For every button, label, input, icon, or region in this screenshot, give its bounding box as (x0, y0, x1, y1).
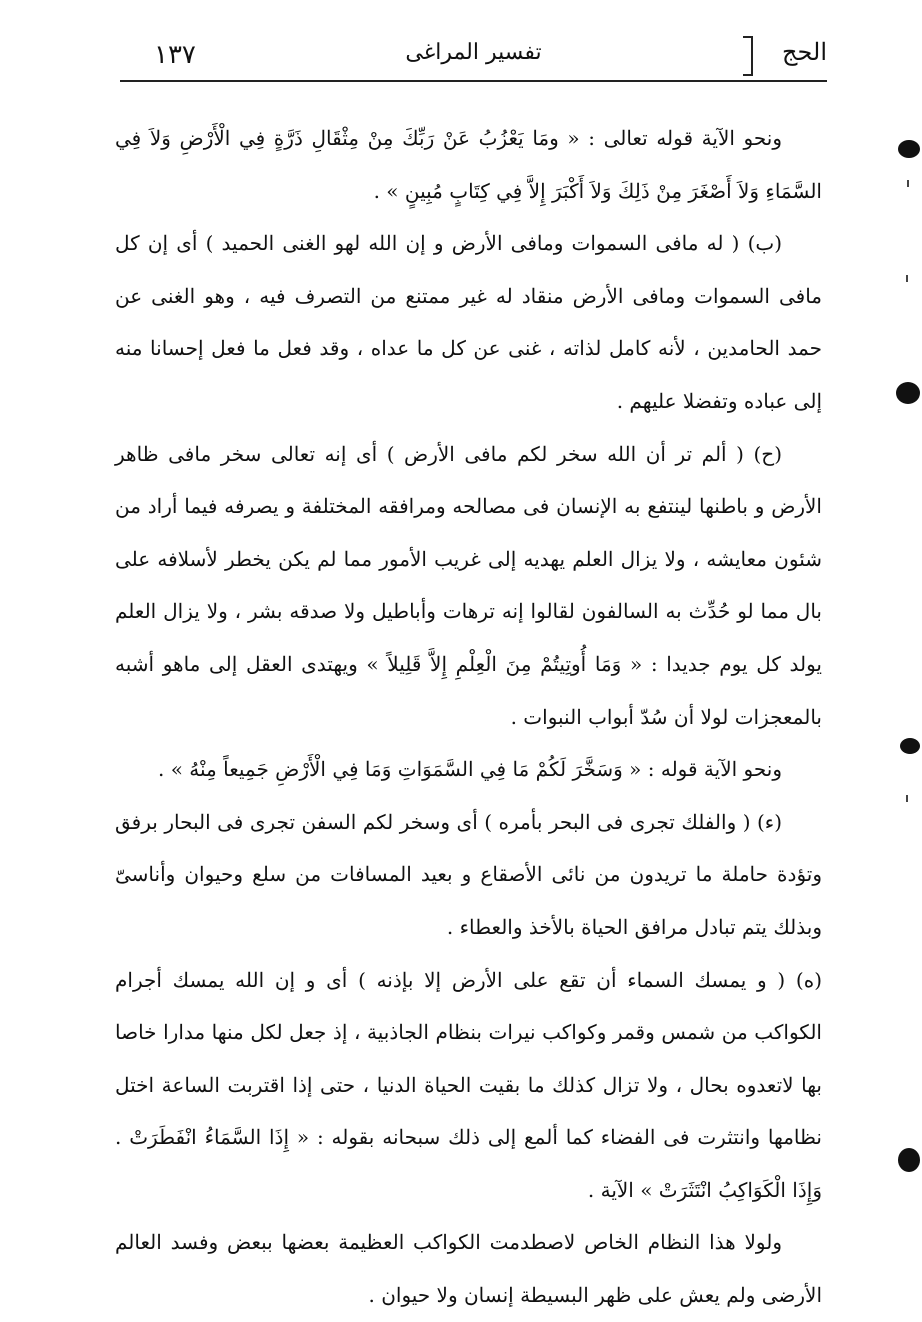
paragraph: (ب) ( له مافى السموات ومافى الأرض و إن الله لهو الغنى الحميد ) أى إن كل مافى السموات ومافى الأرض منقاد له غير ممتنع من التصرف فيه ، وهو الغنى عن حمد الحامدين ، لأنه كامل لذاته ، غنى عن كل ما عداه ، وقد فعل ما فعل إحسانا منه إلى عباده وتفضلا عليهم . (115, 231, 822, 413)
scan-mark (907, 180, 909, 187)
running-header (120, 26, 827, 82)
paragraph: ونحو الآية قوله تعالى : « ومَا يَعْزُبُ عَنْ رَبِّكَ مِنْ مِثْقَالِ ذَرَّةٍ فِي الْأَرْضِ وَلاَ فِي السَّمَاءِ وَلاَ أَصْغَرَ مِنْ ذَلِكَ وَلاَ أَكْبَرَ إِلاَّ فِي كِتَابٍ مُبِينٍ » . (115, 126, 822, 203)
paragraph: (ه) ( و يمسك السماء أن تقع على الأرض إلا بإذنه ) أى و إن الله يمسك أجرام الكواكب من شمس وقمر وكواكب نيرات بنظام الجاذبية ، إذ جعل لكل منها مدارا خاصا بها لاتعدوه بحال ، ولا تزال كذلك ما بقيت الحياة الدنيا ، حتى إذا اقتربت الساعة اختل نظامها وانتثرت فى الفضاء كما ألمع إلى ذلك سبحانه بقوله : « إِذَا السَّمَاءُ انْفَطَرَتْ . وَإِذَا الْكَوَاكِبُ انْتَثَرَتْ » الآية . (115, 967, 822, 1202)
page-number: ١٣٧ (154, 40, 196, 70)
ink-blot (896, 382, 920, 404)
header-bracket (743, 36, 753, 76)
paragraph: (ح) ( ألم تر أن الله سخر لكم مافى الأرض ) أى إنه تعالى سخر مافى ظاهر الأرض و باطنها لينتفع به الإنسان فى مصالحه ومرافقه المختلفة و يصرفه فيما أراد من شئون معايشه ، ولا يزال العلم يهديه إلى غريب الأمور مما لم يكن يخطر لأسلافه على بال مما لو حُدِّث به السالفون لقالوا إنه ترهات وأباطيل ولا صدقه بشر ، ولا يزال العلم يولد كل يوم جديدا : « وَمَا أُوتِيتُمْ مِنَ الْعِلْمِ إِلاَّ قَلِيلاً » ويهتدى العقل إلى ماهو أشبه بالمعجزات لولا أن سُدّ أبواب النبوات . (115, 441, 822, 729)
paragraph: ونحو الآية قوله : « وَسَخَّرَ لَكُمْ مَا فِي السَّمَوَاتِ وَمَا فِي الْأَرْضِ جَمِيعاً مِنْهُ » . (157, 757, 782, 782)
ink-blot (900, 738, 920, 754)
scan-mark (906, 795, 908, 802)
page-body (115, 112, 822, 1322)
surah-name: الحج (782, 38, 827, 66)
paragraph: ولولا هذا النظام الخاص لاصطدمت الكواكب العظيمة بعضها ببعض وفسد العالم الأرضى ولم يعش على ظهر البسيطة إنسان ولا حيوان . (115, 1230, 822, 1308)
paragraph: (ء) ( والفلك تجرى فى البحر بأمره ) أى وسخر لكم السفن تجرى فى البحار برفق وتؤدة حاملة ما تريدون من نائى الأصقاع و بعيد المسافات من سلع وحيوان وأناسىّ وبذلك يتم تبادل مرافق الحياة بالأخذ والعطاء . (115, 809, 822, 939)
ink-blot (898, 1148, 920, 1172)
ink-blot (898, 140, 920, 158)
header-rule (120, 80, 827, 82)
scan-mark (906, 275, 908, 282)
book-title: تفسير المراغى (405, 40, 542, 65)
